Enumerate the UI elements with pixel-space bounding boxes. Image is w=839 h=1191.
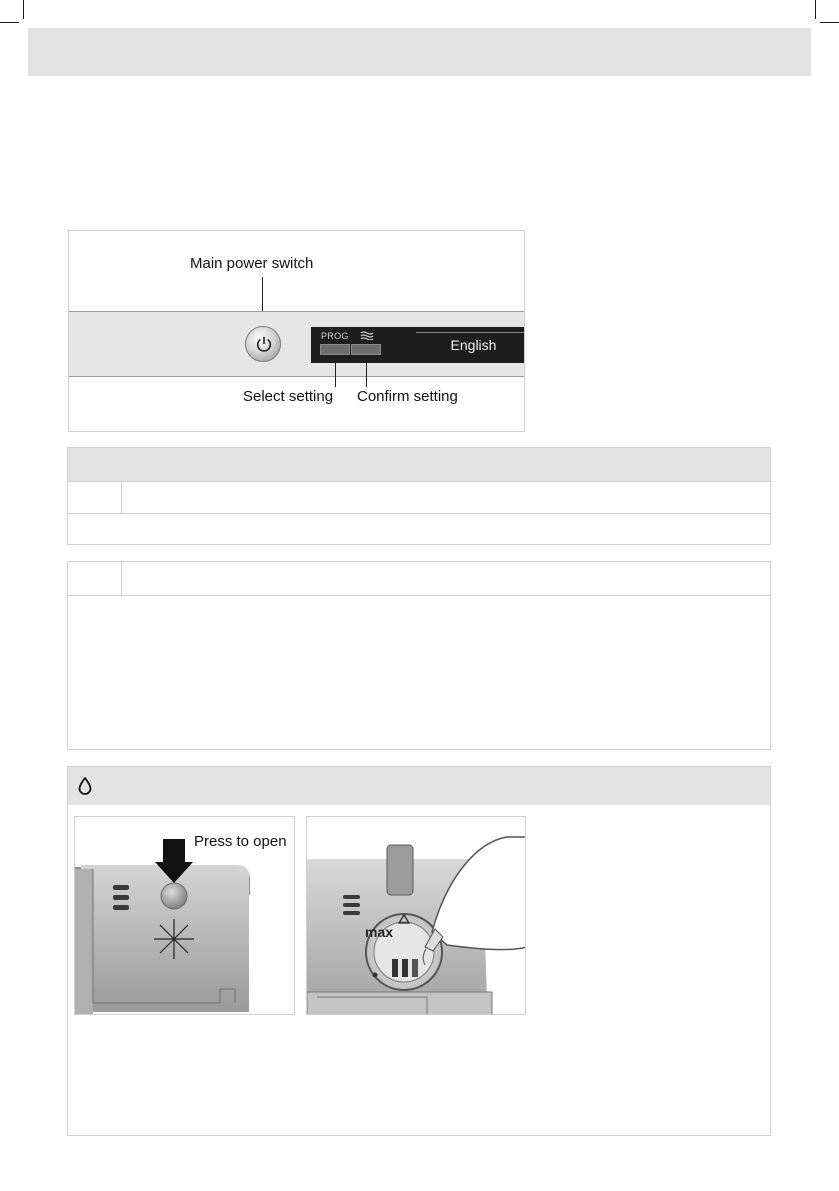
table-2-column-divider — [121, 562, 122, 595]
rinse-aid-section — [67, 766, 771, 1136]
select-leader-line — [335, 363, 336, 387]
table-1-column-divider — [121, 482, 122, 513]
language-display: English — [450, 337, 497, 353]
confirm-setting-label: Confirm setting — [357, 388, 458, 405]
confirm-leader-line — [366, 363, 367, 387]
trim-mark-top-left — [0, 22, 19, 23]
select-setting-label: Select setting — [243, 388, 334, 405]
table-1-row-divider — [68, 513, 770, 514]
water-drop-icon — [78, 777, 92, 795]
settings-table-2 — [67, 561, 771, 750]
main-power-button[interactable] — [245, 326, 281, 362]
trim-mark-top-right-vertical — [815, 0, 816, 19]
wave-icon — [360, 331, 374, 340]
display-divider — [416, 332, 525, 333]
settings-table-1 — [67, 447, 771, 545]
press-to-open-label: Press to open — [194, 833, 287, 850]
control-panel-figure — [68, 230, 525, 432]
rinse-aid-lid-photo — [74, 816, 295, 1015]
table-1-divider — [68, 481, 770, 482]
settings-table-1-header — [68, 448, 770, 481]
main-power-switch-label: Main power switch — [190, 255, 314, 272]
rinse-aid-filling-photo — [306, 816, 526, 1015]
select-setting-key[interactable] — [320, 344, 350, 355]
trim-mark-top-right — [820, 22, 839, 23]
prog-label: PROG — [321, 331, 349, 341]
max-label: max — [365, 924, 394, 940]
dispenser-filling-illustration — [307, 817, 526, 1015]
page-header-bar — [28, 28, 811, 76]
power-icon — [255, 335, 273, 353]
trim-mark-top-left-vertical — [23, 0, 24, 19]
confirm-setting-key[interactable] — [351, 344, 381, 355]
control-display — [311, 327, 525, 363]
table-2-row-divider — [68, 595, 770, 596]
rinse-aid-header — [68, 767, 770, 805]
